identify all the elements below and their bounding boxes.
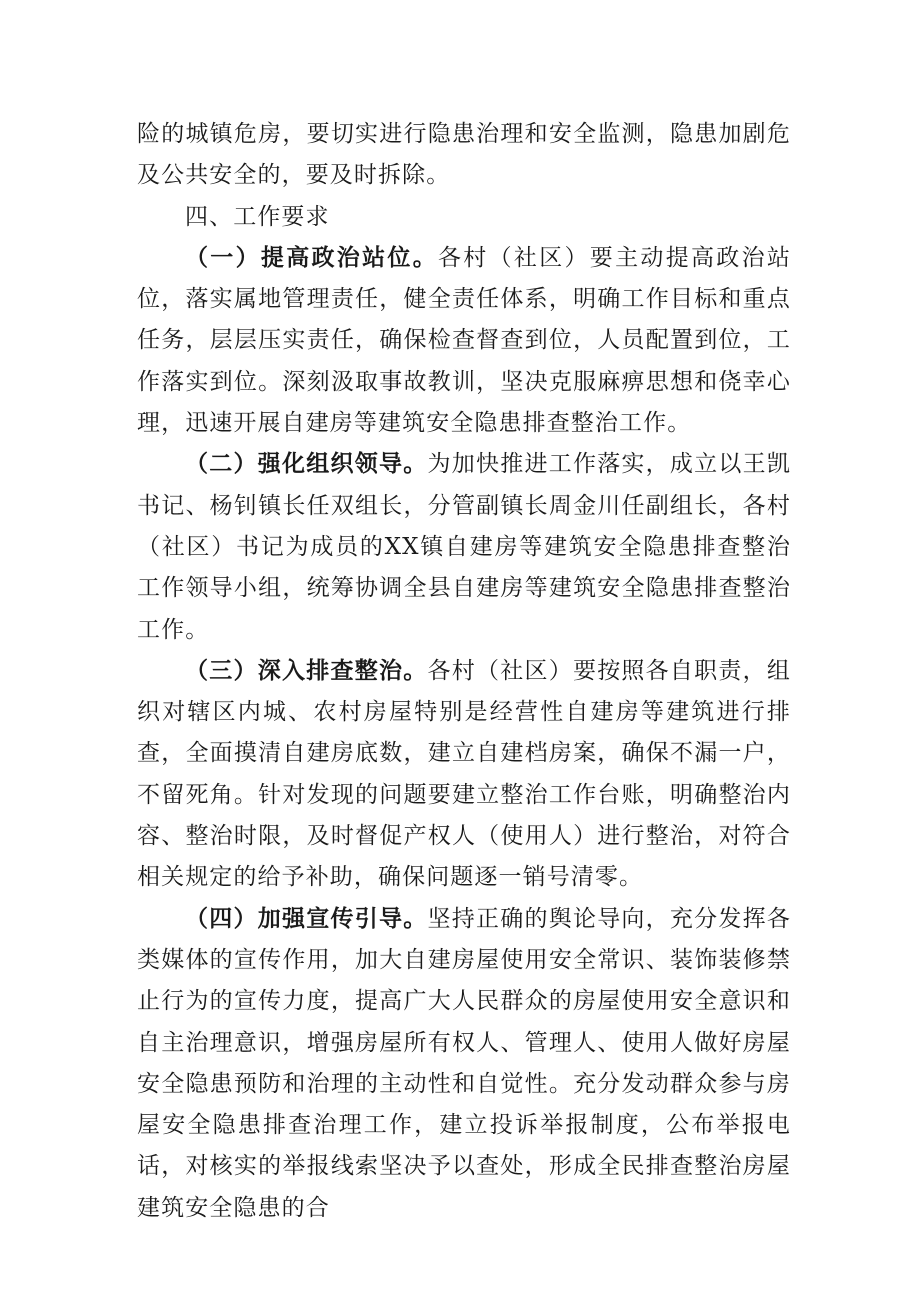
- paragraph-text: 为加快推进工作落实，成立以王凯书记、杨钊镇长任双组长，分管副镇长周金川任副组长，各村（社区）书记为成员的XX镇自建房等建筑安全隐患排查整治工作领导小组，统筹协调全县自建房等建筑安全隐患排查整治工作。: [137, 451, 792, 643]
- paragraph-1: [137, 238, 791, 444]
- paragraph-4: [137, 899, 791, 1229]
- paragraph-lead: （四）加强宣传引导。: [185, 905, 428, 932]
- paragraph-text: 险的城镇危房，要切实进行隐患治理和安全监测，隐患加剧危及公共安全的，要及时拆除。: [137, 121, 791, 189]
- document-body: [137, 114, 791, 1229]
- paragraph-text: 各村（社区）要按照各自职责，组织对辖区内城、农村房屋特别是经营性自建房等建筑进行排查，全面摸清自建房底数，建立自建档房案，确保不漏一户，不留死角。针对发现的问题要建立整治工作台账，明确整治内容、整治时限，及时督促产权人（使用人）进行整治，对符合相关规定的给予补助，确保问题逐一销号清零。: [137, 657, 792, 891]
- paragraph-continuation: [137, 114, 791, 197]
- paragraph-text: 各村（社区）要主动提高政治站位，落实属地管理责任，健全责任体系，明确工作目标和重点任务，层层压实责任，确保检查督查到位，人员配置到位，工作落实到位。深刻汲取事故教训，坚决克服麻痹思想和侥幸心理，迅速开展自建房等建筑安全隐患排查整治工作。: [137, 244, 791, 437]
- section-heading-text: 四、工作要求: [185, 203, 330, 230]
- paragraph-3: [137, 651, 791, 899]
- paragraph-lead: （二）强化组织领导。: [185, 451, 428, 478]
- paragraph-lead: （三）深入排查整治。: [185, 657, 428, 684]
- paragraph-2: [137, 444, 791, 650]
- paragraph-text: 坚持正确的舆论导向，充分发挥各类媒体的宣传作用，加大自建房屋使用安全常识、装饰装修禁止行为的宣传力度，提高广大人民群众的房屋使用安全意识和自主治理意识，增强房屋所有权人、管理人、使用人做好房屋安全隐患预防和治理的主动性和自觉性。充分发动群众参与房屋安全隐患排查治理工作，建立投诉举报制度，公布举报电话，对核实的举报线索坚决予以查处，形成全民排查整治房屋建筑安全隐患的合: [137, 905, 792, 1221]
- paragraph-lead: （一）提高政治站位。: [185, 244, 438, 271]
- section-heading: [137, 197, 791, 238]
